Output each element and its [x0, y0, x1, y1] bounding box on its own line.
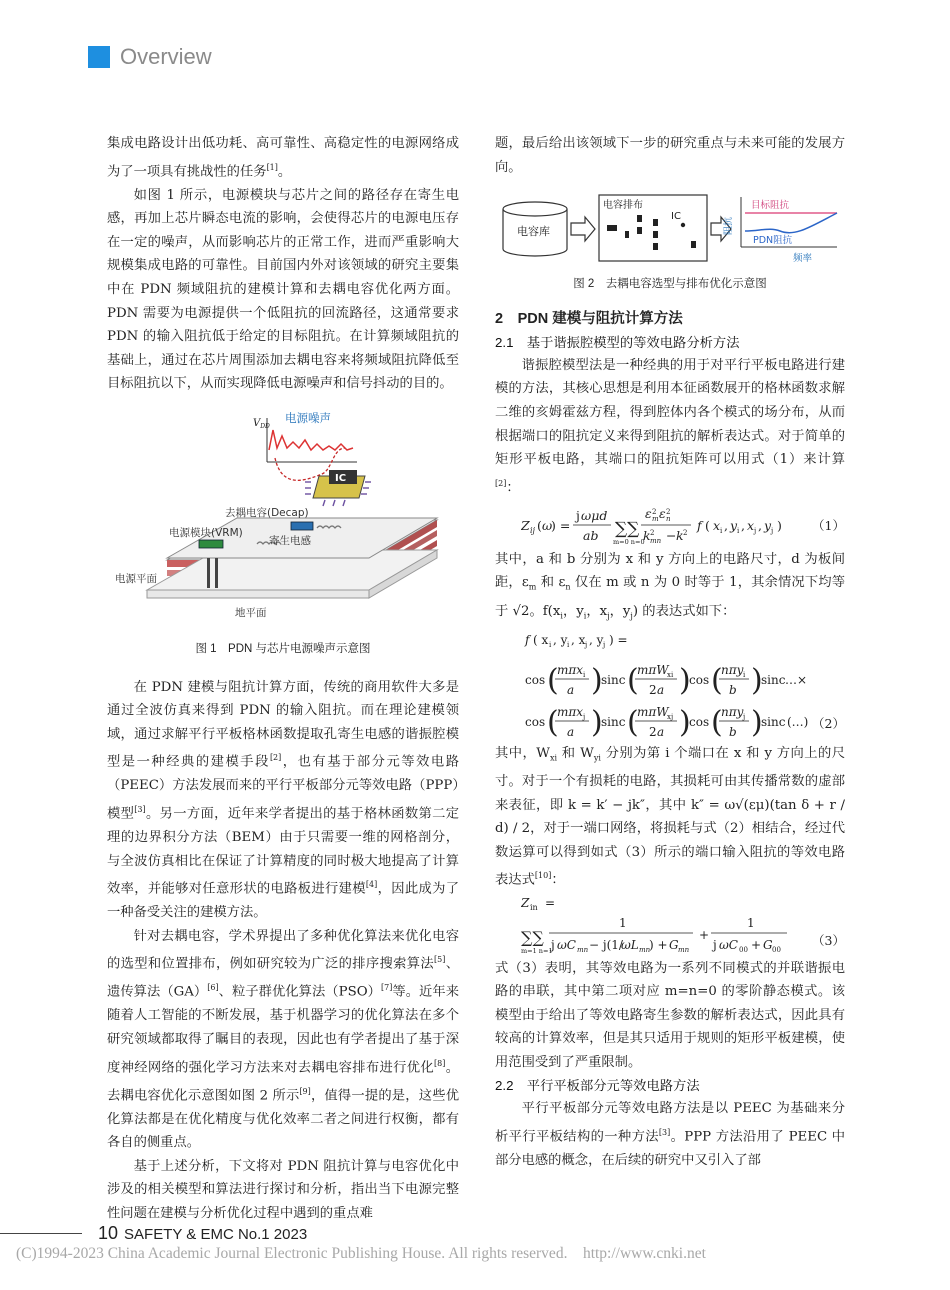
svg-text:): )	[679, 704, 691, 740]
svg-text:cos: cos	[525, 714, 546, 729]
svg-text:2: 2	[649, 682, 657, 697]
svg-text:(: (	[627, 704, 639, 740]
subsection-heading: 2.1 基于谐振腔模型的等效电路分析方法	[495, 334, 740, 350]
svg-text:−: −	[666, 527, 677, 543]
paragraph: 如图 1 所示，电源模块与芯片之间的路径存在寄生电感，再加上芯片瞬态电流的影响，会使得芯片的电源电压存在一定的噪声，从而影响芯片的正常工作，进而严重影响大规模集成电路的可靠性。目前国内外对该领域的研究主要集中在 PDN 频域阻抗的建模计算和去耦电容优化两方面。PDN 需要为电源提供一个低阻抗的回流路径，这通常要求 PDN 的输入阻抗低于给定的目标阻抗。在计算频域阻抗的基础上，通过在芯片周围添加去耦电容来将频域阻抗降低至目标阻抗以下，从而实现降低电源噪声和信号抖动的目的。	[107, 187, 459, 392]
svg-text:ωC: ωC	[557, 937, 576, 952]
svg-text:): )	[679, 662, 691, 698]
svg-text:, x: , x	[571, 632, 586, 647]
svg-text:a: a	[657, 682, 665, 697]
footer-rule	[0, 1233, 82, 1234]
svg-text:ε: ε	[659, 505, 666, 521]
section-title: Overview	[120, 44, 212, 69]
svg-text:(…): (…)	[787, 714, 809, 729]
right-column	[495, 132, 845, 1173]
svg-text:,: ,	[724, 517, 728, 533]
journal-issue: SAFETY & EMC No.1 2023	[124, 1226, 308, 1243]
ic-label: IC	[335, 472, 347, 484]
svg-text:y: y	[764, 517, 772, 533]
svg-text:nπy: nπy	[721, 662, 744, 677]
pdn-noise-diagram	[107, 410, 459, 634]
paragraph: 平行平板部分元等效电路方法是以 PEEC 为基础来分析平行平板结构的一种方法[3]。PPP 方法沿用了 PEEC 中部分电感的概念，在后续的研究中又引入了部	[495, 1101, 845, 1169]
svg-text:ωμd: ωμd	[581, 507, 608, 523]
paragraph: 针对去耦电容，学术界提出了多种优化算法来优化电容的选型和位置排布，例如研究较为广泛的排序搜索算法[5]、遗传算法（GA）[6]、粒子群优化算法（PSO）[7]等。近年来随着人工智能的不断发展，基于机器学习的优化算法在多个研究领域都取得了瞩目的表现，因此也有学者提出了基于深度神经网络的强化学习方法来对去耦电容排布进行优化[8]。去耦电容优化示意图如图 2 所示[9]，值得一提的是，这些优化算法都是在优化精度与优化效率二者之间进行权衡，都有各自的侧重点。	[107, 928, 460, 1151]
noise-label: 电源噪声	[285, 410, 331, 425]
svg-text:m: m	[652, 514, 659, 523]
svg-text:Z: Z	[521, 517, 530, 533]
svg-text:(: (	[705, 517, 710, 533]
svg-text:x: x	[713, 517, 721, 533]
svg-text:G: G	[763, 937, 773, 952]
svg-text:): )	[751, 662, 763, 698]
power-plane-label: 电源平面	[115, 572, 157, 585]
svg-text:(: (	[711, 662, 723, 698]
svg-text:mn: mn	[639, 945, 651, 954]
svg-text:j: j	[743, 712, 746, 721]
page-number: 10	[98, 1223, 119, 1243]
paragraph: 集成电路设计出低功耗、高可靠性、高稳定性的电源网络成为了一项具有挑战性的任务[1]。	[107, 136, 459, 180]
svg-text:(: (	[547, 704, 559, 740]
svg-text:i: i	[567, 640, 570, 649]
svg-text:xj: xj	[667, 712, 674, 721]
paragraph: 其中，a 和 b 分别为 x 和 y 方向上的电路尺寸，d 为板间距，$\varepsilon_m$ 和 $\varepsilon_n$ 仅在 m 或 n 为 0 时等于 1，其余情况下均等于 √2。$f(x_i$，$y_i$，$x_j$，$y_j$) 的表达式如下：	[495, 551, 846, 621]
figure-1	[107, 410, 459, 634]
svg-text:cos: cos	[689, 672, 710, 687]
svg-text:j: j	[771, 526, 774, 535]
svg-text:sinc: sinc	[761, 714, 786, 729]
equation-3: Z in = ∑∑ m=1 n=1 1 j ωC mn − j(1/ ωL mn ) + G mn + 1 j ωC 00 + G 00 （3）	[521, 895, 845, 955]
svg-text:mn: mn	[678, 945, 690, 954]
svg-text:ij: ij	[530, 525, 536, 535]
svg-text:Z: Z	[521, 895, 530, 910]
svg-text:, y: , y	[553, 632, 568, 647]
svg-text:2: 2	[650, 528, 655, 537]
svg-text:j: j	[551, 937, 555, 952]
svg-text:b: b	[729, 724, 737, 739]
target-impedance-label: 目标阻抗	[751, 200, 790, 212]
section-marker	[88, 46, 110, 68]
svg-text:cos: cos	[689, 714, 710, 729]
frequency-axis-label: 频率	[793, 253, 813, 265]
svg-text:b: b	[729, 682, 737, 697]
svg-text:): )	[591, 662, 603, 698]
svg-text:sinc: sinc	[601, 714, 626, 729]
svg-text:a: a	[567, 724, 575, 739]
svg-text:(: (	[537, 517, 542, 533]
svg-text:(: (	[547, 662, 559, 698]
svg-text:) +: ) +	[649, 937, 668, 952]
svg-text:i: i	[583, 670, 586, 679]
capacitor-library-label: 电容库	[517, 225, 550, 239]
svg-text:00: 00	[772, 945, 781, 954]
paragraph: 基于上述分析，下文将对 PDN 阻抗计算与电容优化中涉及的相关模型和算法进行探讨和分析，指出当下电源完整性问题在建模与分析优化过程中遇到的重点难	[107, 1158, 459, 1221]
svg-text:sinc: sinc	[761, 672, 786, 687]
svg-text:00: 00	[739, 945, 748, 954]
figure-1-caption: 图 1 PDN 与芯片电源噪声示意图	[195, 642, 371, 655]
vrm-label: 电源模块(VRM)	[169, 526, 243, 539]
svg-text:G: G	[669, 937, 679, 952]
svg-text:a: a	[657, 724, 665, 739]
svg-text:mπW: mπW	[637, 662, 669, 677]
ic-label: IC	[671, 211, 681, 223]
parasitic-label: 寄生电感	[269, 534, 311, 547]
svg-text:xi: xi	[667, 670, 674, 679]
svg-text:1: 1	[747, 915, 755, 930]
subsection-heading: 2.2 平行平板部分元等效电路方法	[495, 1078, 700, 1094]
svg-text:j: j	[713, 937, 717, 952]
paragraph: 其中，$W_{xi}$ 和 $W_{yi}$ 分别为第 i 个端口在 x 和 y 方向上的尺寸。对于一个有损耗的电路，其损耗可由其传播常数的虚部来表征，即 k = k′ − jk″，其中 k″ = ω√(εμ)(tan δ + r / d) / 2，对于一端口网络，将损耗与式（2）相结合，经过代数运算可以得到如式（3）所示的端口输入阻抗的等效电路表达式[10]：	[495, 745, 846, 888]
svg-text:n: n	[666, 514, 671, 523]
svg-text:ε: ε	[645, 505, 652, 521]
capacitor-layout-label: 电容排布	[603, 200, 643, 212]
svg-text:j: j	[585, 640, 588, 649]
equation-1: Z ij ( ω ) = j ωμd ab ∑∑ m=0 n=0 ε 2 m ε 2 n k 2 mn − k 2 f ( x i , y i , x j , y j ) （1）	[521, 505, 845, 546]
svg-text:1: 1	[619, 915, 627, 930]
svg-text:2: 2	[683, 528, 688, 537]
svg-text:2: 2	[652, 507, 657, 516]
svg-text:∑∑: ∑∑	[615, 518, 640, 539]
svg-text:mπW: mπW	[637, 704, 669, 719]
equation-2: f ( x i , y i , x j , y j ) = cos ( mπx i a ) sinc ( mπW xi 2 a ) cos ( nπy i b ) sinc …× cos ( mπx j a ) sinc ( mπW xj 2 a ) cos ( nπy j b ) sinc (…) （2）	[525, 632, 845, 740]
decap-optimization-diagram	[495, 191, 845, 267]
svg-text:i: i	[737, 526, 740, 535]
svg-text:j: j	[754, 526, 757, 535]
svg-text:ab: ab	[583, 527, 599, 543]
svg-text:2: 2	[666, 507, 671, 516]
svg-text:,: ,	[758, 517, 762, 533]
svg-text:(: (	[627, 662, 639, 698]
copyright-watermark: (C)1994-2023 China Academic Journal Electronic Publishing House. All rights reserved. http://www.cnki.net	[16, 1245, 706, 1262]
ground-plane-label: 地平面	[235, 606, 267, 619]
svg-text:mπx: mπx	[557, 662, 584, 677]
svg-text:ωL: ωL	[621, 937, 639, 952]
paragraph: 谐振腔模型法是一种经典的用于对平行平板电路进行建模的方法，其核心思想是利用本征函数展开的格林函数求解二维的亥姆霍兹方程，得到腔体内各个模式的场分布，从而根据端口的阻抗定义来得到阻抗的解析表达式。对于简单的矩形平板电路，其端口的阻抗矩阵可以用式（1）来计算[2]：	[495, 357, 845, 496]
figure-2-caption: 图 2 去耦电容选型与排布优化示意图	[573, 278, 767, 291]
svg-text:mn: mn	[577, 945, 589, 954]
vdd-label: $V_{DD}$	[253, 417, 270, 430]
paragraph: 题，最后给出该领域下一步的研究重点与未来可能的发展方向。	[495, 136, 845, 175]
svg-text:): )	[777, 517, 782, 533]
svg-text:2: 2	[649, 724, 657, 739]
svg-text:sinc: sinc	[601, 672, 626, 687]
svg-text:nπy: nπy	[721, 704, 744, 719]
paragraph: 式（3）表明，其等效电路为一系列不同模式的并联谐振电路的串联，其中第二项对应 m=n=0 的零阶静态模式。该模型由于给出了等效电路寄生参数的解析表达式，因此具有较高的计算效率，但是其只适用于规则的矩形平板建模，使用范围受到了严重限制。	[495, 960, 845, 1070]
svg-text:ωC: ωC	[719, 937, 738, 952]
svg-text:j: j	[576, 507, 580, 523]
svg-text:i: i	[743, 670, 746, 679]
left-column	[107, 132, 459, 1226]
figure-2	[495, 191, 845, 267]
svg-text:a: a	[567, 682, 575, 697]
svg-text:mn: mn	[650, 536, 662, 545]
svg-text:y: y	[730, 517, 738, 533]
svg-text:x: x	[747, 517, 755, 533]
svg-text:i: i	[720, 526, 723, 535]
svg-text:k: k	[643, 527, 651, 543]
svg-text:, y: , y	[589, 632, 604, 647]
svg-text:) =: ) =	[609, 632, 628, 647]
svg-text:mπx: mπx	[557, 704, 584, 719]
svg-text:j: j	[583, 712, 586, 721]
svg-text:,: ,	[741, 517, 745, 533]
paragraph: 在 PDN 建模与阻抗计算方面，传统的商用软件大多是通过全波仿真来得到 PDN 的输入阻抗。而在理论建模领域，通过求解平行平板格林函数提取孔寄生电感的谐振腔模型是一种经典的建模手段[2]，也有基于部分元等效电路（PEEC）方法发展而来的平行平板部分元等效电路（PPP）模型[3]。另一方面，近年来学者提出的基于格林函数第二定理的边界积分方法（BEM）由于只需要一维的网格剖分，与全波仿真相比在保证了计算精度的同时极大地提高了计算效率，并能够对任意形状的电路板进行建模[4]，因此成为了一种备受关注的建模方法。	[107, 679, 460, 921]
svg-text:cos: cos	[525, 672, 546, 687]
svg-text:m=0 n=0: m=0 n=0	[613, 537, 645, 546]
svg-text:− j(1/: − j(1/	[589, 937, 623, 952]
svg-text:): )	[591, 704, 603, 740]
svg-text:=: =	[545, 895, 556, 910]
svg-text:k: k	[676, 527, 684, 543]
svg-text:+: +	[699, 927, 710, 942]
svg-text:( x: ( x	[533, 632, 549, 647]
svg-text:i: i	[549, 640, 552, 649]
impedance-axis-label: 阻抗	[724, 217, 734, 236]
pdn-impedance-label: PDN阻抗	[753, 235, 793, 247]
svg-text:j: j	[603, 640, 606, 649]
svg-text:…×: …×	[785, 672, 808, 687]
svg-text:f: f	[525, 632, 530, 647]
decap-label: 去耦电容(Decap)	[225, 506, 309, 519]
svg-text:in: in	[530, 902, 538, 912]
svg-text:(: (	[711, 704, 723, 740]
svg-text:+: +	[751, 937, 762, 952]
svg-text:∑∑: ∑∑	[521, 927, 544, 947]
svg-text:) =: ) =	[551, 517, 571, 533]
svg-text:ω: ω	[542, 517, 553, 533]
section-heading: 2 PDN 建模与阻抗计算方法	[495, 310, 683, 327]
svg-text:m=1 n=1: m=1 n=1	[521, 946, 553, 955]
svg-text:): )	[751, 704, 763, 740]
svg-text:f: f	[697, 517, 702, 533]
